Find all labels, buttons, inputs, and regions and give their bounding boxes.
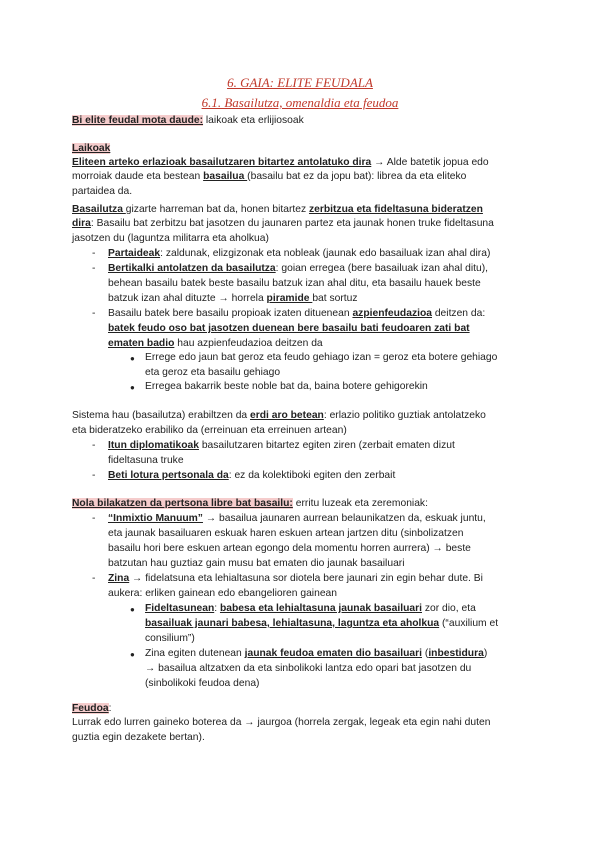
laikoak-line-2: morroiak daude eta bestean basailua (basailu bat ez da jopu bat): librea da eta eliteko <box>72 171 467 182</box>
feudoa-line-1: Lurrak edo lurren gaineko boterea da → jaurgoa (horrela zergak, legeak eta egin nahi duten <box>72 717 491 728</box>
azpienfeudazioa-item: Basailu batek bere basailu propioak izaten dituenean azpienfeudazioa deitzen da: <box>108 308 486 319</box>
laikoak-line-3: partaidea da. <box>72 186 133 197</box>
azpienfeudazioa-line-3: ematen badio hau azpienfeudazioa deitzen da <box>108 338 323 349</box>
inbestidura-line-2: → basailua altzatxen da eta sinbolikoki lantza edo opari bat jasotzen du <box>145 663 472 674</box>
partaideak-item: Partaideak: zaldunak, elizgizonak eta nobleak (jaunak edo basailuak izan ahal dira) <box>108 248 491 259</box>
bertikalki-line-2: behean basailu batek beste basailu batzuk izan ahal ditu, eta basailu hauek beste <box>108 278 481 289</box>
inmixtio-line-2: eta jaunak basailuaren eskuak haren eskuen artean jartzen ditu (sinbolizatzen <box>108 528 464 539</box>
dash-marker: - <box>92 263 96 274</box>
feudoa-line-2: guztia egin dezakete bertan). <box>72 732 205 743</box>
inbestidura-bullet: Zina egiten dutenean jaunak feudoa ematen dio basailuari (inbestidura) <box>145 648 488 659</box>
fideltasunean-line-2: basailuak jaunari babesa, lehialtasuna, laguntza eta aholkua (“auxilium et <box>145 618 499 629</box>
fideltasunean-bullet: Fideltasunean: babesa eta lehialtasuna jaunak basailuari zor dio, eta <box>145 603 476 614</box>
zina-line-2: aukera: erliken gainean edo ebangelioren gainean <box>108 588 338 599</box>
dash-marker: - <box>92 440 96 451</box>
bullet-marker: ● <box>130 650 135 659</box>
zina-item: Zina → fidelatsuna eta lehialtasuna sor diotela bere jaunari zin egin behar dute. Bi <box>108 573 483 584</box>
inmixtio-line-3: basailu hori bere eskuen artean egongo dela momentu horren aurrera) → beste <box>108 543 471 554</box>
nola-line: Nola bilakatzen da pertsona libre bat basailu: erritu luzeak eta zeremoniak: <box>72 498 428 509</box>
laikoak-heading: Laikoak <box>72 143 111 154</box>
bullet-marker: ● <box>130 605 135 614</box>
intro-line <box>72 114 304 128</box>
errege-bullet: Errege edo jaun bat geroz eta feudo gehiago izan = geroz eta botere gehiago <box>145 352 498 363</box>
dash-marker: - <box>92 470 96 481</box>
dash-marker: - <box>92 308 96 319</box>
chapter-title: 6. GAIA: ELITE FEUDALA <box>227 75 373 90</box>
itun-item: Itun diplomatikoak basailutzaren bitartez egiten ziren (zerbait ematen dizut <box>108 440 455 451</box>
dash-marker: - <box>92 513 96 524</box>
intro-text: laikoak eta erlijiosoak <box>203 115 304 126</box>
inmixtio-item: “Inmixtio Manuum” → basailua jaunaren aurrean belaunikatzen da, eskuak juntu, <box>108 513 486 524</box>
bertikalki-line-3: batzuk izan ahal dituzte → horrela piramide bat sortuz <box>108 293 358 304</box>
inmixtio-line-4: batzutan hau guztiaz gain musu bat ematen dio jaunak basailuari <box>108 558 405 569</box>
laikoak-line-6: jasotzen du (laguntza militarra eta aholkua) <box>72 233 269 244</box>
erregea-bullet: Erregea bakarrik beste noble bat da, baina botere gehigorekin <box>145 381 428 392</box>
sistema-line-1: Sistema hau (basailutza) erabiltzen da erdi aro betean: erlazio politiko guztiak antolatzeko <box>72 410 486 421</box>
feudoa-heading: Feudoa: <box>72 703 112 714</box>
sistema-line-2: eta bideratzeko erabiliko da (erreinuan eta erreinuen artean) <box>72 425 347 436</box>
dash-marker: - <box>92 248 96 259</box>
errege-bullet-line-2: eta geroz eta basailu gehiago <box>145 367 281 378</box>
laikoak-line-5: dira: Basailu bat zerbitzu bat jasotzen du jaunaren partez eta jaunak honen truke fideltasuna <box>72 218 494 229</box>
bertikalki-item: Bertikalki antolatzen da basailutza: goian erregea (bere basailuak izan ahal ditu), <box>108 263 489 274</box>
laikoak-line-1: Eliteen arteko erlazioak basailutzaren bitartez antolatuko dira → Alde batetik jopua edo <box>72 157 489 168</box>
bullet-marker: ● <box>130 383 135 392</box>
laikoak-line-4: Basailutza gizarte harreman bat da, honen bitartez zerbitzua eta fideltasuna bideratzen <box>72 204 483 215</box>
inbestidura-line-3: (sinbolikoki feudoa dena) <box>145 678 260 689</box>
bullet-marker: ● <box>130 354 135 363</box>
intro-label: Bi elite feudal mota daude: <box>72 115 204 126</box>
azpienfeudazioa-line-2: batek feudo oso bat jasotzen duenean bere basailu bati feudoaren zati bat <box>108 323 470 334</box>
fideltasunean-line-3: consilium”) <box>145 633 195 644</box>
section-title: 6.1. Basailutza, omenaldia eta feudoa <box>201 95 399 110</box>
lotura-item: Beti lotura pertsonala da: ez da kolektiboki egiten den zerbait <box>108 470 396 481</box>
itun-line-2: fideltasuna truke <box>108 455 184 466</box>
dash-marker: - <box>92 573 96 584</box>
